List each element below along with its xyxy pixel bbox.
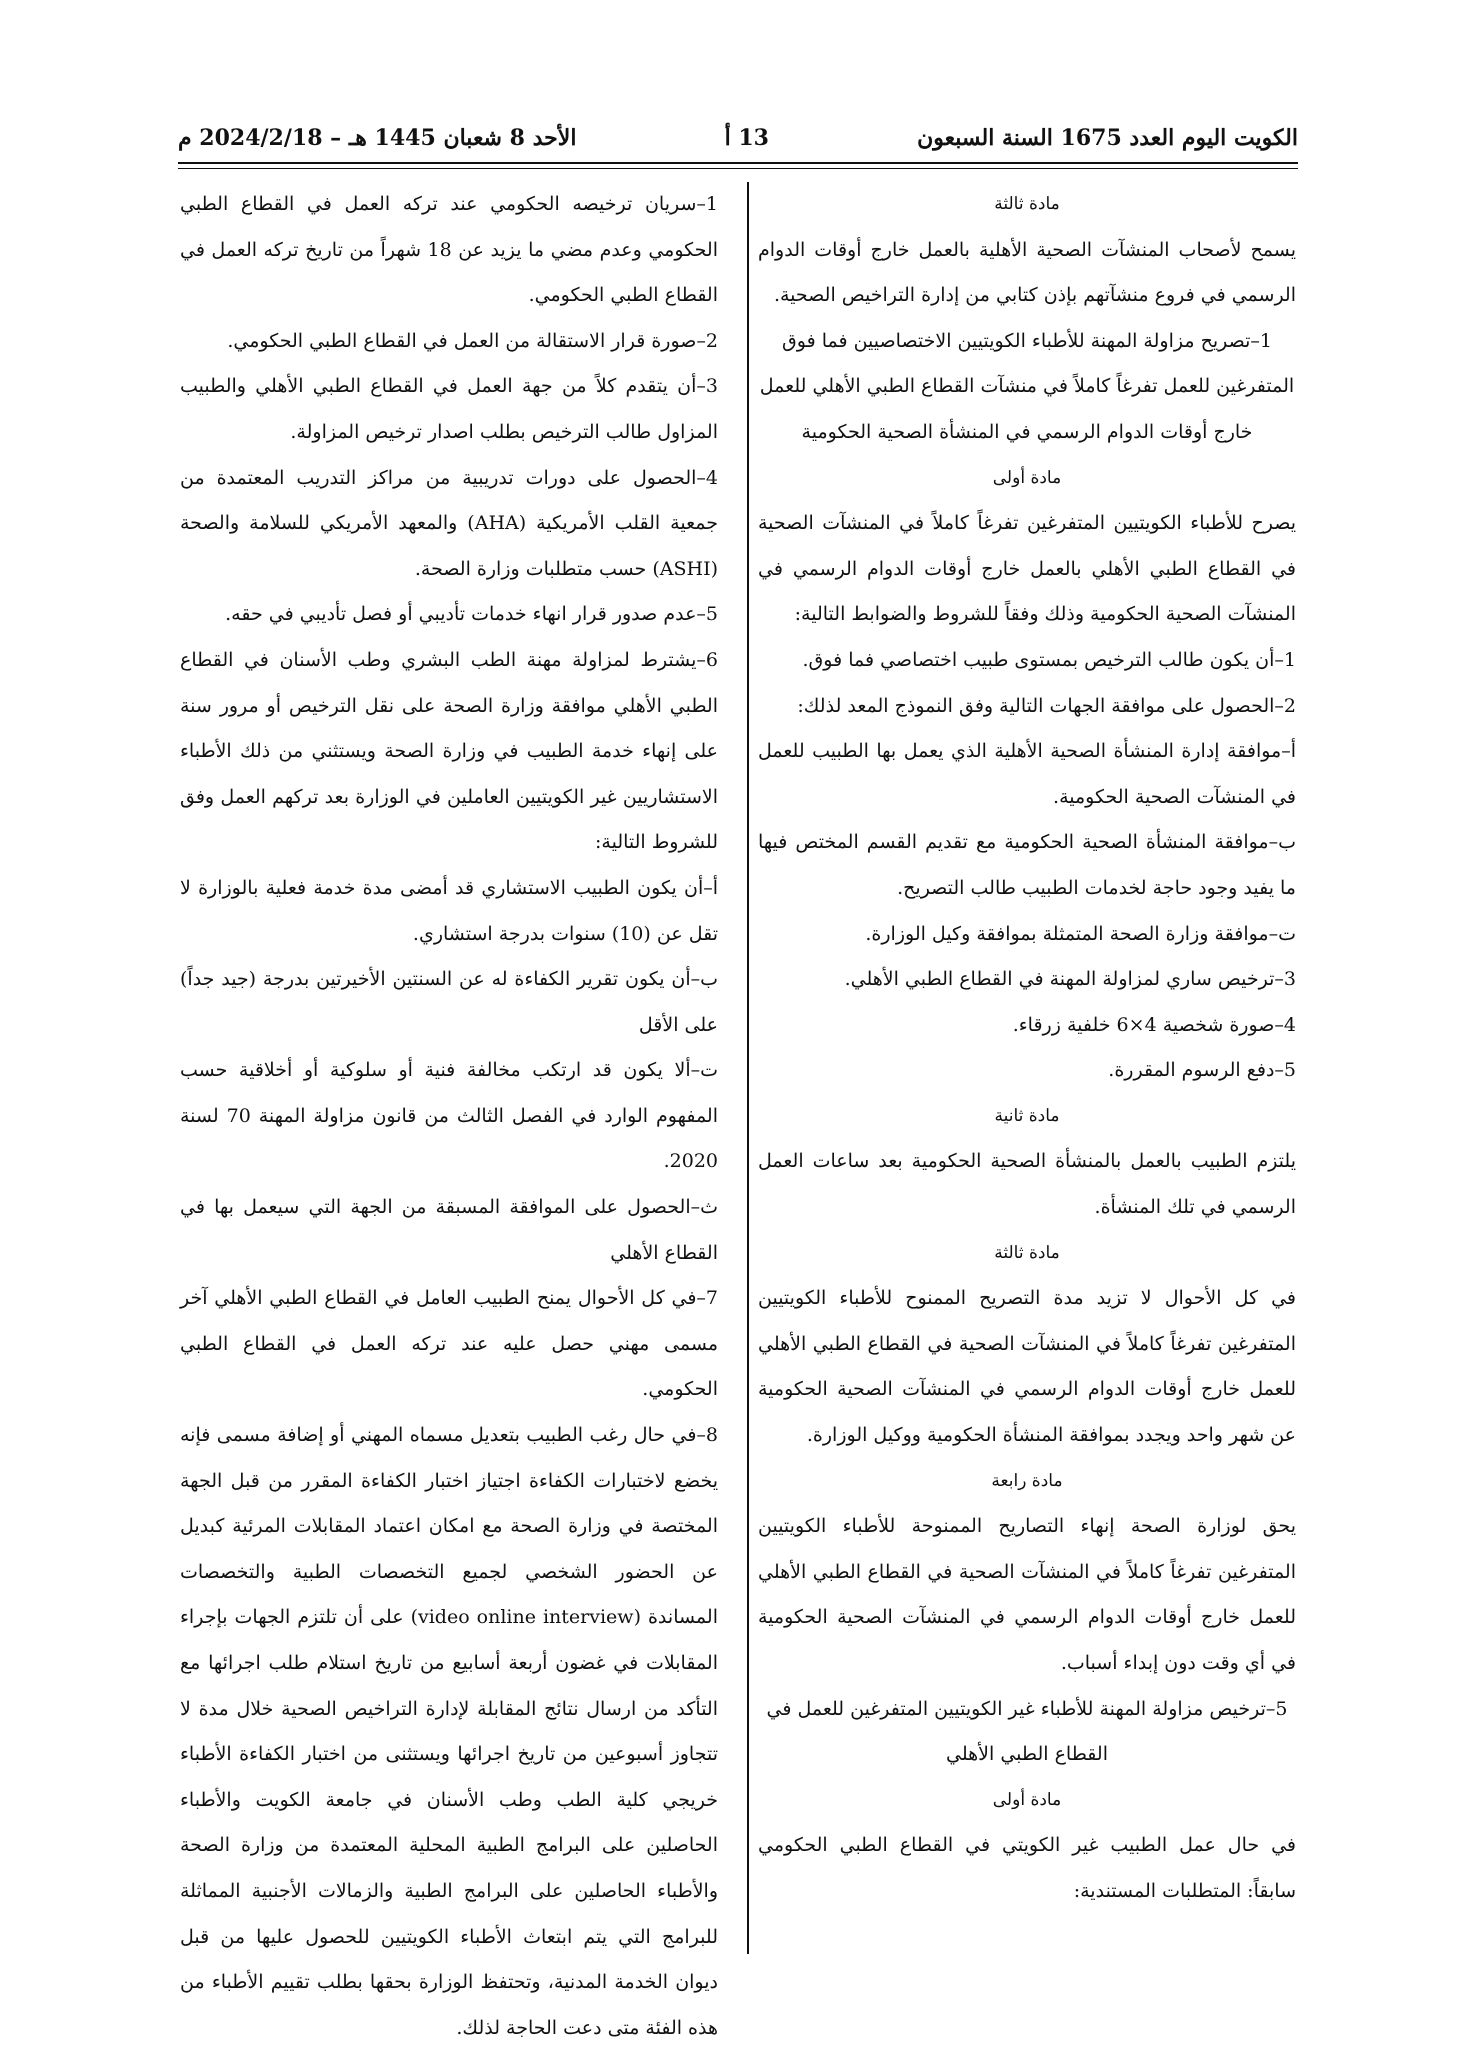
paragraph: أ–أن يكون الطبيب الاستشاري قد أمضى مدة خدمة فعلية بالوزارة لا تقل عن (10) سنوات بدرجة استشاري. [180, 876, 718, 945]
paragraph: 2–صورة قرار الاستقالة من العمل في القطاع الطبي الحكومي. [227, 329, 718, 352]
paragraph: يلتزم الطبيب بالعمل بالمنشأة الصحية الحكومية بعد ساعات العمل الرسمي في تلك المنشأة. [758, 1150, 1296, 1219]
paragraph: ب–موافقة المنشأة الصحية الحكومية مع تقديم القسم المختص فيها ما يفيد وجود حاجة لخدمات الطبيب طالب التصريح. [758, 831, 1296, 899]
page-number: 13 أ [724, 125, 769, 151]
paragraph: 1–تصريح مزاولة المهنة للأطباء الكويتيين الاختصاصيين فما فوق المتفرغين للعمل تفرغاً كاملاً في منشآت القطاع الطبي الأهلي للعمل خارج أوقات الدوام الرسمي في المنشأة الصحية الحكومية [759, 329, 1295, 443]
paragraph: 5–ترخيص مزاولة المهنة للأطباء غير الكويتيين المتفرغين للعمل في القطاع الطبي الأهلي [766, 1697, 1288, 1766]
article-heading: مادة ثالثة [994, 194, 1060, 214]
paragraph: 3–ترخيص ساري لمزاولة المهنة في القطاع الطبي الأهلي. [844, 968, 1296, 991]
paragraph: يصرح للأطباء الكويتيين المتفرغين تفرغاً كاملاً في المنشآت الصحية في القطاع الطبي الأهلي بالعمل خارج أوقات الدوام الرسمي في المنشآت الصحية الحكومية وذلك وفقاً للشروط والضوابط التالية: [758, 512, 1296, 626]
paragraph: أ–موافقة إدارة المنشأة الصحية الأهلية الذي يعمل بها الطبيب للعمل في المنشآت الصحية الحكومية. [758, 740, 1296, 808]
paragraph: 8–في حال رغب الطبيب بتعديل مسماه المهني أو إضافة مسمى فإنه يخضع لاختبارات الكفاءة اجتياز اختبار الكفاءة المقرر من قبل الجهة المختصة في وزارة الصحة مع امكان اعتماد المقابلات المرئية كبديل عن الحضور الشخصي لجميع التخصصات الطبية والتخصصات المساندة (video online interview) على أن تلتزم الجهات بإجراء المقابلات في غضون أربعة أسابيع من تاريخ استلام طلب اجرائها مع التأكد من ارسال نتائج المقابلة لإدارة التراخيص الصحية خلال مدة لا تتجاوز أسبوعين من تاريخ اجرائها ويستثنى من اختبار الكفاءة الأطباء خريجي كلية الطب وطب الأسنان في جامعة الكويت والأطباء الحاصلين على البرامج الطبية المحلية المعتمدة من وزارة الصحة والأطباء الحاصلين على البرامج الطبية والزمالات الأجنبية المماثلة للبرامج التي يتم ابتعاث الأطباء الكويتيين للحصول عليها من قبل ديوان الخدمة المدنية، وتحتفظ الوزارة بحقها بطلب تقييم الأطباء من هذه الفئة متى دعت الحاجة لذلك. [180, 1424, 718, 2039]
paragraph: 1–سريان ترخيصه الحكومي عند تركه العمل في القطاع الطبي الحكومي وعدم مضي ما يزيد عن 18 شهراً من تاريخ تركه العمل في القطاع الطبي الحكومي. [180, 193, 718, 307]
paragraph: ت–ألا يكون قد ارتكب مخالفة فنية أو سلوكية أو أخلاقية حسب المفهوم الوارد في الفصل الثالث من قانون مزاولة المهنة 70 لسنة 2020. [180, 1059, 718, 1173]
page-header [178, 120, 1298, 156]
article-heading: مادة ثالثة [994, 1242, 1060, 1263]
header-rule [178, 162, 1298, 164]
paragraph: 1–أن يكون طالب الترخيص بمستوى طبيب اختصاصي فما فوق. [802, 648, 1296, 671]
paragraph: 4–صورة شخصية 4×6 خلفية زرقاء. [1012, 1013, 1296, 1036]
gazette-issue: الكويت اليوم العدد 1675 السنة السبعون [917, 125, 1298, 151]
paragraph: 5–عدم صدور قرار انهاء خدمات تأديبي أو فصل تأديبي في حقه. [225, 603, 718, 626]
paragraph: في كل الأحوال لا تزيد مدة التصريح الممنوح للأطباء الكويتيين المتفرغين تفرغاً كاملاً في المنشآت الصحية في القطاع الطبي الأهلي للعمل خارج أوقات الدوام الرسمي في المنشآت الصحية الحكومية عن شهر واحد ويجدد بموافقة المنشأة الحكومية ووكيل الوزارة. [758, 1287, 1296, 1447]
paragraph: في حال عمل الطبيب غير الكويتي في القطاع الطبي الحكومي سابقاً: المتطلبات المستندية: [758, 1834, 1296, 1902]
article-heading: مادة أولى [992, 1789, 1062, 1810]
paragraph: يحق لوزارة الصحة إنهاء التصاريح الممنوحة للأطباء الكويتيين المتفرغين تفرغاً كاملاً في المنشآت الصحية في القطاع الطبي الأهلي للعمل خارج أوقات الدوام الرسمي في المنشآت الصحية الحكومية في أي وقت دون إبداء أسباب. [758, 1515, 1296, 1674]
paragraph: يسمح لأصحاب المنشآت الصحية الأهلية بالعمل خارج أوقات الدوام الرسمي في فروع منشآتهم بإذن كتابي من إدارة التراخيص الصحية. [758, 238, 1296, 307]
paragraph: 2–الحصول على موافقة الجهات التالية وفق النموذج المعد لذلك: [797, 694, 1296, 717]
paragraph: 4–الحصول على دورات تدريبية من مراكز التدريب المعتمدة من جمعية القلب الأمريكية (AHA) والمعهد الأمريكي للسلامة والصحة (ASHI) حسب متطلبات وزارة الصحة. [180, 466, 718, 580]
paragraph: ت–موافقة وزارة الصحة المتمثلة بموافقة وكيل الوزارة. [865, 922, 1296, 945]
header-rule-thin [178, 168, 1298, 169]
paragraph: 7–في كل الأحوال يمنح الطبيب العامل في القطاع الطبي الأهلي آخر مسمى مهني حصل عليه عند تركه العمل في القطاع الطبي الحكومي. [180, 1287, 718, 1401]
paragraph: 6–يشترط لمزاولة مهنة الطب البشري وطب الأسنان في القطاع الطبي الأهلي موافقة وزارة الصحة على نقل الترخيص أو مرور سنة على إنهاء خدمة الطبيب في وزارة الصحة ويستثني من ذلك الأطباء الاستشاريين غير الكويتيين العاملين في الوزارة بعد تركهم العمل وفق للشروط التالية: [180, 648, 718, 854]
column-divider [747, 182, 749, 1954]
paragraph: 5–دفع الرسوم المقررة. [1108, 1059, 1296, 1082]
paragraph: ث–الحصول على الموافقة المسبقة من الجهة التي سيعمل بها في القطاع الأهلي [180, 1196, 718, 1264]
issue-date: الأحد 8 شعبان 1445 هـ – 2024/2/18 م [178, 125, 577, 151]
article-heading: مادة أولى [992, 467, 1062, 488]
paragraph: 3–أن يتقدم كلاً من جهة العمل في القطاع الطبي الأهلي والطبيب المزاول طالب الترخيص بطلب اصدار ترخيص المزاولة. [180, 375, 718, 443]
article-heading: مادة ثانية [994, 1105, 1060, 1126]
right-column [758, 182, 1296, 1915]
paragraph: ب–أن يكون تقرير الكفاءة له عن السنتين الأخيرتين بدرجة (جيد جداً) على الأقل [180, 968, 718, 1036]
article-heading: مادة رابعة [991, 1470, 1063, 1491]
left-column [180, 182, 718, 2051]
